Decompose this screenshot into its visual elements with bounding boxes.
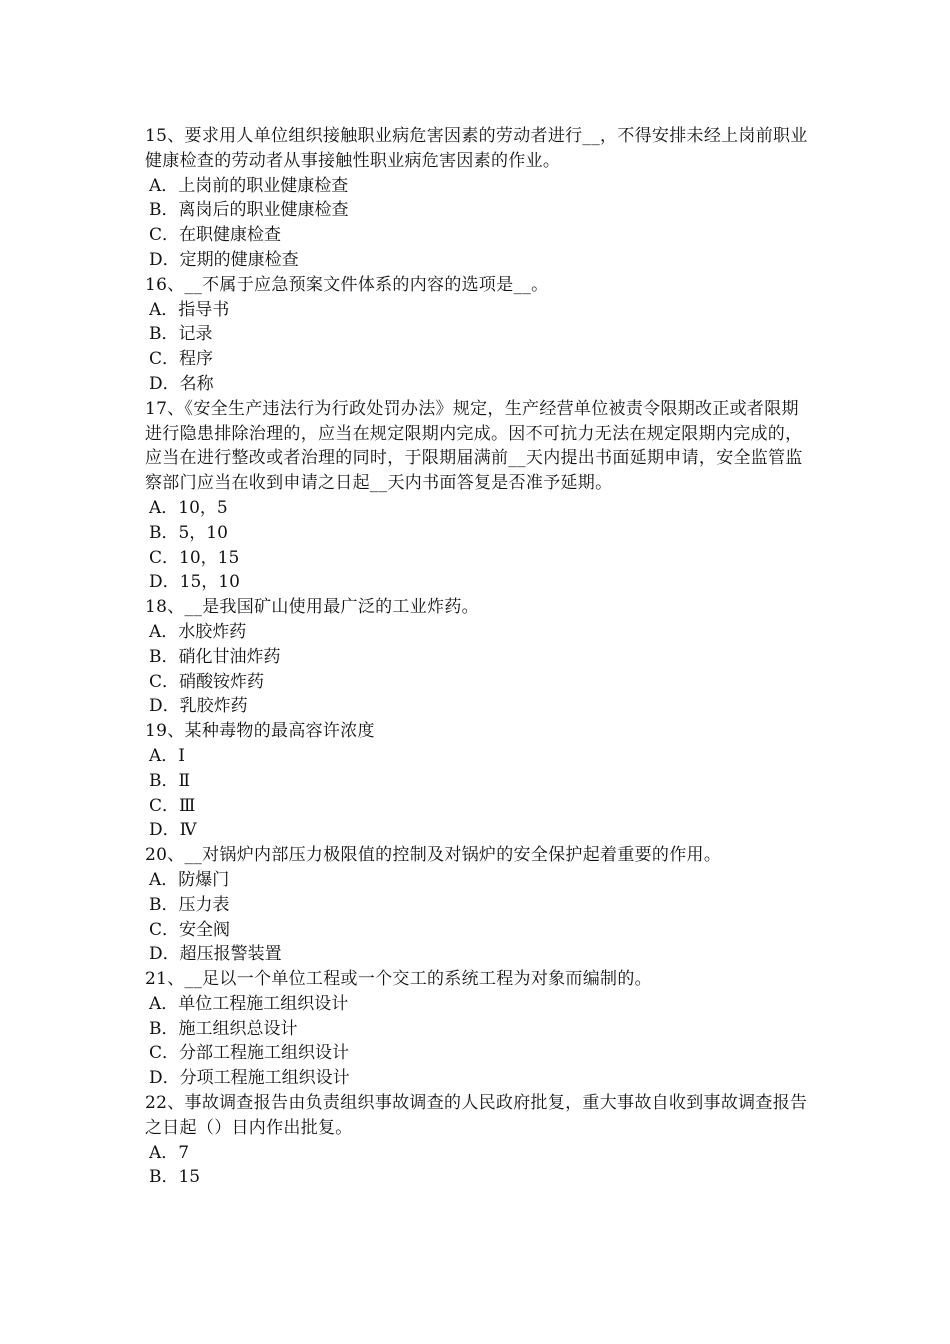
option-d: D．定期的健康检查 bbox=[149, 249, 299, 270]
option-a: A．7 bbox=[149, 1142, 190, 1163]
question-18 bbox=[145, 595, 810, 719]
question-text: 18、__是我国矿山使用最广泛的工业炸药。 bbox=[145, 597, 479, 618]
option-b: B．5，10 bbox=[149, 522, 228, 543]
option-d: D．Ⅳ bbox=[149, 820, 197, 841]
question-20 bbox=[145, 843, 810, 967]
option-a: A．指导书 bbox=[149, 299, 230, 320]
option-a: A．防爆门 bbox=[149, 869, 230, 890]
option-b: B．压力表 bbox=[149, 894, 230, 915]
option-a: A．水胶炸药 bbox=[149, 621, 247, 642]
option-c: C．分部工程施工组织设计 bbox=[149, 1043, 350, 1064]
option-b: B．离岗后的职业健康检查 bbox=[149, 200, 349, 221]
option-c: C．程序 bbox=[149, 349, 214, 370]
option-b: B．施工组织总设计 bbox=[149, 1018, 298, 1039]
option-d: D．分项工程施工组织设计 bbox=[149, 1068, 350, 1089]
option-c: C．10，15 bbox=[149, 547, 240, 568]
option-c: C．Ⅲ bbox=[149, 795, 196, 816]
question-text: 20、__对锅炉内部压力极限值的控制及对锅炉的安全保护起着重要的作用。 bbox=[145, 845, 722, 866]
option-c: C．在职健康检查 bbox=[149, 225, 282, 246]
option-d: D．15，10 bbox=[149, 572, 240, 593]
question-21 bbox=[145, 967, 810, 1091]
question-15 bbox=[145, 124, 810, 273]
question-16 bbox=[145, 273, 810, 397]
option-a: A．10，5 bbox=[149, 497, 228, 518]
option-b: B．15 bbox=[149, 1167, 201, 1188]
question-text: 19、某种毒物的最高容许浓度 bbox=[145, 721, 375, 742]
question-text: 16、__不属于应急预案文件体系的内容的选项是__。 bbox=[145, 274, 549, 295]
option-a: A．上岗前的职业健康检查 bbox=[149, 175, 349, 196]
option-a: A．Ⅰ bbox=[149, 745, 185, 766]
question-text: 21、__足以一个单位工程或一个交工的系统工程为对象而编制的。 bbox=[145, 969, 652, 990]
question-22 bbox=[145, 1091, 810, 1190]
option-a: A．单位工程施工组织设计 bbox=[149, 993, 349, 1014]
option-d: D．超压报警装置 bbox=[149, 944, 282, 965]
question-text: 17、《安全生产违法行为行政处罚办法》规定，生产经营单位被责令限期改正或者限期进行隐患排除治理的，应当在规定限期内完成。因不可抗力无法在规定限期内完成的，应当在进行整改或者治理的同时，于限期届满前__天内提出书面延期申请，安全监管监察部门应当在收到申请之日起__天内书面答复是否准予延期。 bbox=[145, 398, 803, 494]
option-c: C．硝酸铵炸药 bbox=[149, 671, 265, 692]
option-d: D．乳胶炸药 bbox=[149, 696, 248, 717]
option-b: B．记录 bbox=[149, 324, 213, 345]
option-c: C．安全阀 bbox=[149, 919, 231, 940]
option-b: B．硝化甘油炸药 bbox=[149, 646, 281, 667]
question-19 bbox=[145, 719, 810, 843]
option-b: B．Ⅱ bbox=[149, 770, 191, 791]
question-text: 15、要求用人单位组织接触职业病危害因素的劳动者进行__，不得安排未经上岗前职业健康检查的劳动者从事接触性职业病危害因素的作业。 bbox=[145, 126, 808, 171]
option-d: D．名称 bbox=[149, 373, 214, 394]
question-text: 22、事故调查报告由负责组织事故调查的人民政府批复，重大事故自收到事故调查报告之日起（）日内作出批复。 bbox=[145, 1093, 808, 1138]
question-17 bbox=[145, 397, 810, 595]
